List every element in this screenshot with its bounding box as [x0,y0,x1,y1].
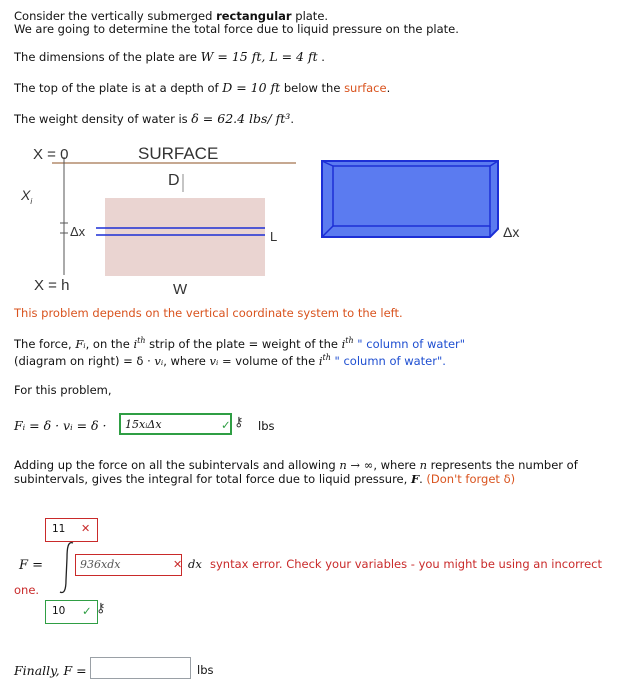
adding-where: , where [373,458,420,472]
force-vi: vᵢ [154,353,164,368]
intro-line-1 [14,9,328,23]
syntax-error-message-cont: one. [14,583,40,597]
weight-math: δ = 62.4 lbs/ ft³ [191,111,291,126]
dx-right-label: Δx [503,224,520,240]
fi-unit-lbs: lbs [258,419,275,433]
column-of-water-text: " column of water" [353,336,466,351]
xi-label [21,187,32,206]
surface-word: surface [344,81,387,95]
depth-line [14,80,390,95]
lower-bound-correct-icon: ✓ [82,604,92,618]
force-desc2-post: volume of the [231,353,319,368]
upper-bound-value: 11 [52,523,66,535]
force-desc2-text: (diagram on right) = δ · [14,353,155,368]
integrand-wrong-icon: ✕ [173,558,183,571]
ith-th-2: th [345,336,354,345]
integrand-input[interactable]: 936xdx [75,554,182,576]
depth-mid: below the [280,81,345,95]
plate-diagram [0,140,630,300]
final-force-input[interactable] [90,657,191,679]
dimensions-math: W = 15 ft, L = 4 ft [200,49,318,64]
dx-left-label: Δx [70,224,86,239]
dx-symbol: dx [188,557,202,571]
n-to-infinity: n → ∞ [339,458,374,472]
surface-label: SURFACE [138,144,219,163]
f-variable: F [410,472,420,486]
adding-text-2: subintervals, gives the integral for total force due to liquid pressure, [14,472,411,486]
depth-label: D [168,172,180,189]
fi-answer-input[interactable]: 15xᵢΔx [119,413,232,435]
fi-equation-lhs: Fᵢ = δ · vᵢ = δ · [14,418,107,433]
force-desc-post: strip of the plate = weight of the [145,336,342,351]
adding-represents: represents the number of [427,458,578,472]
depth-math: D = 10 ft [222,80,281,95]
ith-i-2: i [341,336,346,351]
x-zero-label: X = 0 [33,146,69,163]
intro-text-end: plate. [291,9,329,23]
ith-i: i [133,336,138,351]
depth-end: . [386,81,391,95]
ith-th: th [137,336,146,345]
l-label: L [270,229,278,244]
submerged-plate [105,198,265,276]
water-column-face [333,166,490,226]
intro-bold: rectangular [216,9,292,23]
dimensions-line [14,49,325,64]
depth-text: The top of the plate is at a depth of [14,81,223,95]
coordinate-note: This problem depends on the vertical coordinate system to the left. [14,306,403,320]
w-label: W [173,281,188,298]
weight-end: . [290,112,294,126]
dimensions-end: . [317,50,325,64]
force-vi-eq: vᵢ = [209,353,232,368]
intro-line-2: We are going to determine the total force due to liquid pressure on the plate. [14,22,459,36]
intro-text: Consider the vertically submerged [14,9,217,23]
xi-base: X [21,187,31,203]
ith-th-3: th [322,353,331,362]
fi-key-icon[interactable]: ⚷ [234,415,244,430]
force-desc-text: The force, [14,336,76,351]
force-description-line-2 [14,353,446,368]
adding-text: Adding up the force on all the subintervals and allowing [14,458,340,472]
force-description-line-1 [14,336,465,351]
adding-line-1 [14,458,578,472]
adding-period: . [419,472,427,486]
lower-bound-value: 10 [52,605,66,617]
weight-line [14,111,294,126]
for-this-problem: For this problem, [14,383,112,397]
upper-bound-wrong-icon: ✕ [81,522,91,535]
force-fi: Fᵢ [75,336,86,351]
force-desc2-mid: , where [163,353,210,368]
dont-forget-delta-hint: (Don't forget δ) [426,472,516,486]
lower-bound-key-icon[interactable]: ⚷ [96,601,106,616]
adding-line-2 [14,472,515,486]
ith-i-3: i [318,353,323,368]
x-h-label: X = h [34,277,70,294]
n-variable: n [419,458,428,472]
column-of-water-text-2: " column of water". [330,353,446,368]
force-desc-mid: , on the [85,336,134,351]
fi-correct-icon: ✓ [221,418,231,432]
dimensions-text: The dimensions of the plate are [14,50,201,64]
syntax-error-message: syntax error. Check your variables - you might be using an incorrect [210,557,603,571]
final-unit-lbs: lbs [197,663,214,677]
finally-label: Finally, F = [14,663,87,678]
integral-lhs: F = [19,558,44,573]
xi-sub: i [30,196,33,206]
weight-text: The weight density of water is [14,112,192,126]
